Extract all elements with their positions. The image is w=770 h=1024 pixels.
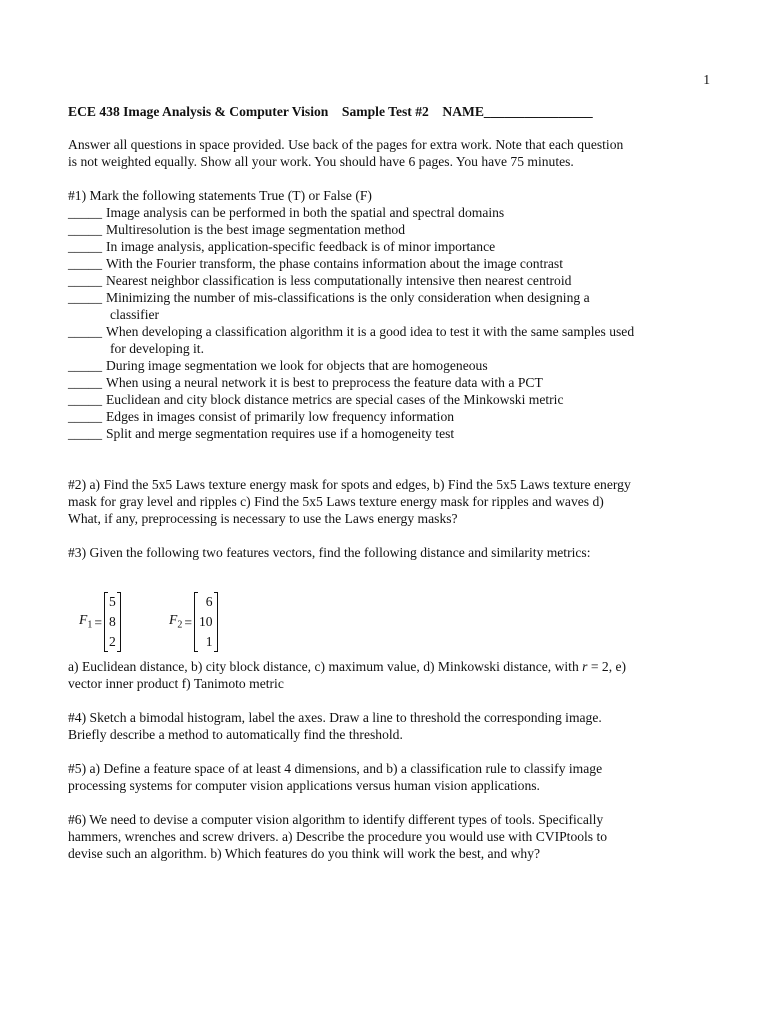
answer-blank[interactable]: _____	[68, 375, 102, 390]
statement-text: Euclidean and city block distance metrics are special cases of the Minkowski metric	[105, 392, 564, 407]
f1-value-2: 8	[108, 614, 116, 629]
answer-blank[interactable]: _____	[68, 273, 102, 288]
f2-value-3: 1	[205, 634, 213, 649]
statement-continuation: for developing it.	[109, 341, 204, 356]
exam-content	[68, 103, 708, 879]
answer-blank[interactable]: _____	[68, 256, 102, 271]
instructions-line-1: Answer all questions in space provided. Use back of the pages for extra work. Note that each question	[68, 137, 624, 152]
feature-vector-f2	[169, 591, 218, 653]
f1-matrix	[104, 592, 121, 652]
true-false-list	[68, 204, 708, 442]
page-number: 1	[703, 72, 710, 87]
statement-text: Multiresolution is the best image segmentation method	[105, 222, 406, 237]
question-6-line-1: #6) We need to devise a computer vision algorithm to identify different types of tools. Specifically	[68, 812, 604, 827]
test-label: Sample Test #2	[341, 104, 429, 119]
question-2-line-2: mask for gray level and ripples c) Find the 5x5 Laws texture energy mask for ripples and waves d)	[68, 494, 604, 509]
statement-text: When using a neural network it is best to preprocess the feature data with a PCT	[105, 375, 543, 390]
instructions-line-2: is not weighted equally. Show all your work. You should have 6 pages. You have 75 minutes.	[68, 154, 574, 169]
answer-blank[interactable]: _____	[68, 409, 102, 424]
statement-text: Split and merge segmentation requires use if a homogeneity test	[105, 426, 455, 441]
answer-blank[interactable]: _____	[68, 358, 102, 373]
question-2-line-1: #2) a) Find the 5x5 Laws texture energy mask for spots and edges, b) Find the 5x5 Laws texture energy	[68, 477, 631, 492]
statement-continuation: classifier	[109, 307, 160, 322]
true-false-item	[68, 391, 708, 408]
question-4-line-1: #4) Sketch a bimodal histogram, label the axes. Draw a line to threshold the corresponding image.	[68, 710, 602, 725]
question-5	[68, 760, 708, 794]
statement-text: Image analysis can be performed in both the spatial and spectral domains	[105, 205, 505, 220]
statement-text: With the Fourier transform, the phase contains information about the image contrast	[105, 256, 563, 271]
f1-value-3: 2	[108, 634, 116, 649]
question-4	[68, 709, 708, 743]
question-6	[68, 811, 708, 862]
question-2-line-3: What, if any, preprocessing is necessary to use the Laws energy masks?	[68, 511, 458, 526]
f2-equals: =	[184, 614, 192, 630]
answer-blank[interactable]: _____	[68, 324, 102, 339]
true-false-item	[68, 425, 708, 442]
answer-blank[interactable]: _____	[68, 426, 102, 441]
question-3-intro: #3) Given the following two features vectors, find the following distance and similarity metrics:	[68, 545, 591, 560]
f2-value-2: 10	[198, 614, 213, 629]
statement-text: During image segmentation we look for objects that are homogeneous	[105, 358, 488, 373]
answer-blank[interactable]: _____	[68, 239, 102, 254]
statement-text: When developing a classification algorithm it is a good idea to test it with the same samples used for developing it.	[102, 323, 708, 357]
answer-blank[interactable]: _____	[68, 290, 102, 305]
true-false-item	[68, 408, 708, 425]
answer-blank[interactable]: _____	[68, 392, 102, 407]
statement-text: Edges in images consist of primarily low frequency information	[105, 409, 455, 424]
statement-text: Minimizing the number of mis-classifications is the only consideration when designing a classifier	[102, 289, 708, 323]
f1-label: $F_1$	[79, 611, 93, 631]
exam-title-line	[68, 103, 708, 120]
true-false-item	[68, 289, 708, 323]
question-6-line-3: devise such an algorithm. b) Which features do you think will work the best, and why?	[68, 846, 541, 861]
question-5-line-1: #5) a) Define a feature space of at least 4 dimensions, and b) a classification rule to classify image	[68, 761, 603, 776]
true-false-item	[68, 238, 708, 255]
question-3	[68, 544, 708, 692]
question-3-parts	[68, 658, 708, 692]
true-false-item	[68, 357, 708, 374]
f2-value-1: 6	[205, 594, 213, 609]
feature-vectors	[68, 571, 708, 649]
feature-vector-f1	[79, 591, 121, 653]
f1-equals: =	[94, 614, 102, 630]
true-false-item	[68, 204, 708, 221]
question-6-line-2: hammers, wrenches and screw drivers. a) Describe the procedure you would use with CVIPtools to	[68, 829, 608, 844]
true-false-item	[68, 221, 708, 238]
f2-label: $F_2$	[169, 611, 183, 631]
f1-value-1: 5	[108, 594, 116, 609]
question-2	[68, 476, 708, 527]
question-3-line-1: a) Euclidean distance, b) city block distance, c) maximum value, d) Minkowski distance, with r = 2, e)	[68, 659, 627, 674]
name-field: NAME________________	[442, 104, 593, 119]
course-title: ECE 438 Image Analysis & Computer Vision	[68, 104, 329, 119]
question-4-line-2: Briefly describe a method to automatically find the threshold.	[68, 727, 403, 742]
f2-matrix	[194, 592, 218, 652]
question-3-line-2: vector inner product f) Tanimoto metric	[68, 676, 284, 691]
instructions	[68, 136, 708, 170]
question-5-line-2: processing systems for computer vision applications versus human vision applications.	[68, 778, 540, 793]
true-false-item	[68, 374, 708, 391]
answer-blank[interactable]: _____	[68, 205, 102, 220]
answer-blank[interactable]: _____	[68, 222, 102, 237]
question-1-header: #1) Mark the following statements True (T) or False (F)	[68, 188, 372, 203]
statement-text: Nearest neighbor classification is less computationally intensive then nearest centroid	[105, 273, 572, 288]
true-false-item	[68, 323, 708, 357]
true-false-item	[68, 255, 708, 272]
statement-text: In image analysis, application-specific feedback is of minor importance	[105, 239, 496, 254]
true-false-item	[68, 272, 708, 289]
